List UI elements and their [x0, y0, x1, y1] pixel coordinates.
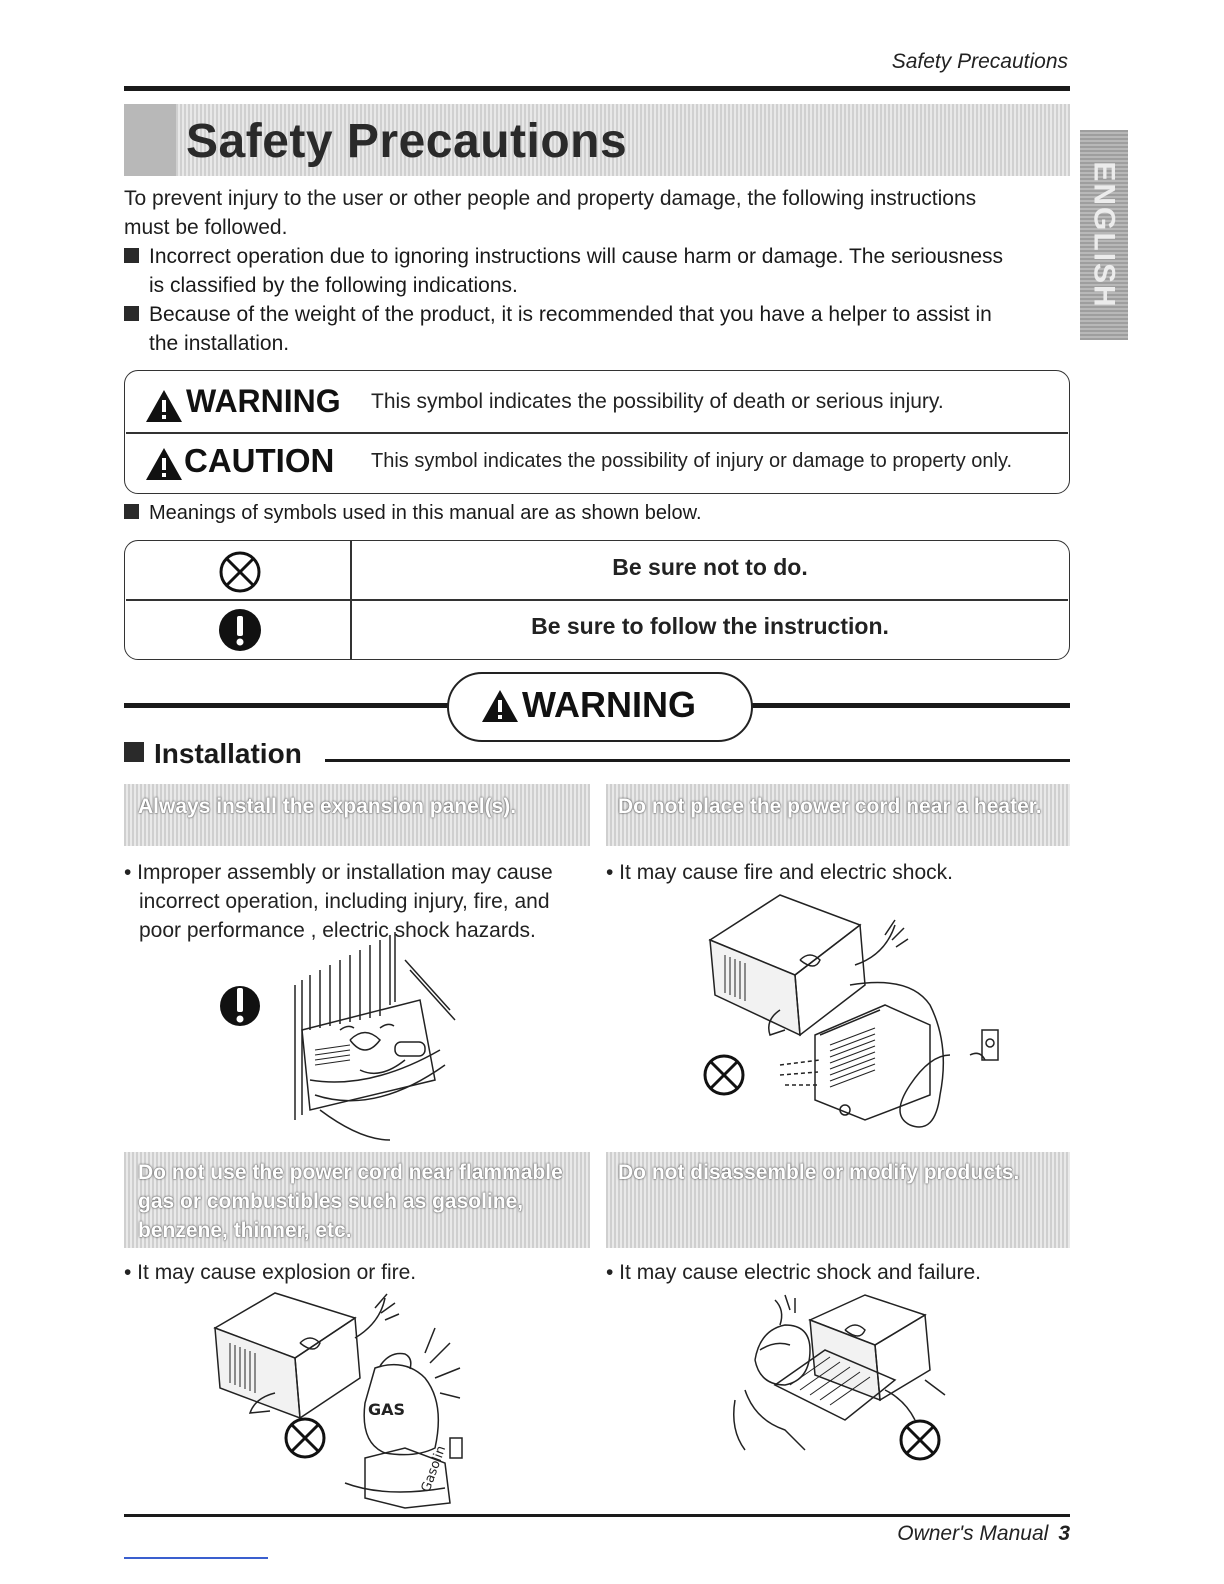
intro-line-2: must be followed. — [124, 216, 288, 239]
install-illustration — [220, 930, 470, 1140]
warning-triangle-icon — [480, 688, 520, 724]
gas-illustration — [205, 1288, 485, 1503]
footer-manual: Owner's Manual — [897, 1522, 1049, 1545]
intro-bullet-2 — [124, 300, 1074, 358]
warning-rule-left — [124, 703, 449, 708]
warning-banner-label: WARNING — [522, 684, 696, 725]
item-3-body: • It may cause explosion or fire. — [124, 1261, 417, 1284]
item-1-body-line-2: incorrect operation, including injury, fire, and — [139, 890, 550, 913]
footnote-rule — [124, 1557, 268, 1559]
square-bullet-icon — [124, 248, 139, 263]
section-heading — [124, 738, 302, 770]
square-bullet-icon — [124, 504, 139, 519]
footer — [897, 1522, 1070, 1546]
gasoline-label: Gasolin — [418, 1443, 450, 1495]
section-rule — [325, 759, 1070, 762]
item-3-headline — [138, 1158, 563, 1245]
symbols-intro — [124, 502, 702, 525]
item-3-headline-line-3: benzene, thinner, etc. — [138, 1219, 352, 1242]
warning-description: This symbol indicates the possibility of death or serious injury. — [371, 390, 944, 413]
caution-word: CAUTION — [184, 442, 335, 479]
caution-triangle-icon — [144, 446, 184, 482]
warning-word: WARNING — [186, 383, 341, 419]
caution-description: This symbol indicates the possibility of injury or damage to property only. — [371, 450, 1013, 472]
intro-bullet-1 — [124, 242, 1074, 300]
page-title: Safety Precautions — [186, 115, 628, 168]
mandatory-icon — [218, 608, 262, 652]
top-rule — [124, 86, 1070, 91]
language-tab — [1080, 130, 1128, 340]
symbols-table-divider — [126, 599, 1068, 601]
item-3-headline-line-1: Do not use the power cord near flammable — [138, 1161, 563, 1184]
item-4-headline: Do not disassemble or modify products. — [618, 1161, 1020, 1184]
page-number: 3 — [1058, 1522, 1070, 1545]
prohibition-icon — [218, 550, 262, 594]
item-3-headline-line-2: gas or combustibles such as gasoline, — [138, 1190, 524, 1213]
running-header: Safety Precautions — [891, 50, 1068, 73]
intro-line-1: To prevent injury to the user or other people and property damage, the following instructions — [124, 187, 977, 210]
bottom-rule — [124, 1514, 1070, 1517]
intro-text — [124, 184, 1064, 242]
heater-illustration — [670, 885, 1010, 1130]
item-1-body-line-1: • Improper assembly or installation may cause — [124, 861, 553, 884]
item-4-body: • It may cause electric shock and failure. — [606, 1261, 982, 1284]
intro-bullet-2-line-1: Because of the weight of the product, it is recommended that you have a helper to assist in — [149, 303, 992, 326]
item-1-headline: Always install the expansion panel(s). — [138, 795, 517, 818]
symbols-intro-text: Meanings of symbols used in this manual are as shown below. — [149, 502, 702, 524]
square-bullet-icon — [124, 306, 139, 321]
signal-divider — [126, 432, 1068, 434]
warning-rule-right — [752, 703, 1070, 708]
item-1-body-line-3: poor performance , electric shock hazards. — [139, 919, 536, 942]
square-bullet-icon — [124, 742, 144, 762]
intro-bullet-2-line-2: the installation. — [149, 332, 290, 355]
intro-bullet-1-line-2: is classified by the following indications. — [149, 274, 518, 297]
item-2-body: • It may cause fire and electric shock. — [606, 861, 953, 884]
language-tab-label: ENGLISH — [1088, 161, 1122, 309]
item-2-headline: Do not place the power cord near a heater. — [618, 795, 1042, 818]
warning-triangle-icon — [144, 388, 184, 424]
mandatory-label: Be sure to follow the instruction. — [531, 613, 889, 639]
gas-label: GAS — [368, 1400, 406, 1419]
section-heading-text: Installation — [154, 738, 302, 769]
disassemble-illustration — [715, 1290, 955, 1480]
intro-bullet-1-line-1: Incorrect operation due to ignoring instructions will cause harm or damage. The seriousness — [149, 245, 1004, 268]
prohibition-label: Be sure not to do. — [612, 554, 808, 580]
